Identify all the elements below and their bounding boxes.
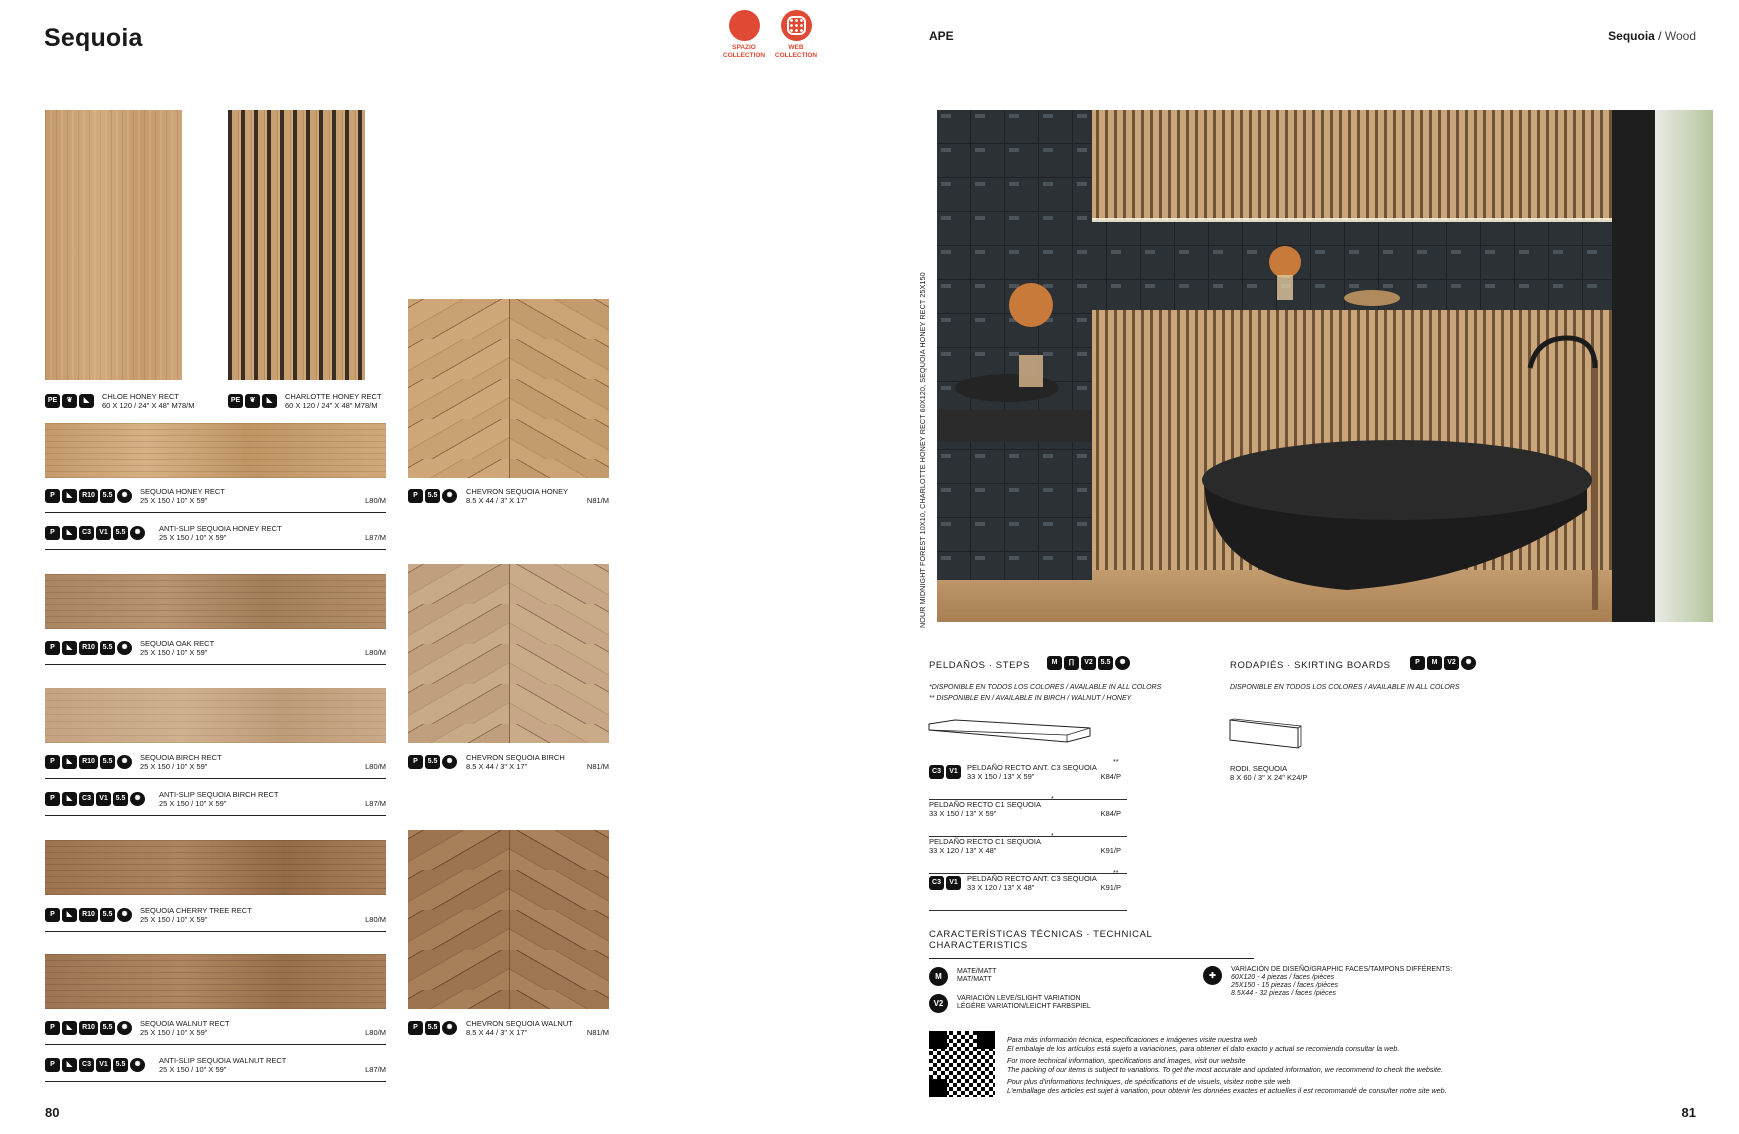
product-sequoia-birch — [45, 753, 386, 779]
product-size: 25 X 150 / 10" X 59" — [140, 915, 208, 924]
thickness-icon: 5.5 — [113, 792, 128, 806]
v1-icon: V1 — [96, 792, 111, 806]
product-name: SEQUOIA HONEY RECT — [140, 487, 225, 496]
product-name: CHARLOTTE HONEY RECT — [285, 392, 382, 401]
chloe-honey-tile-image — [45, 110, 182, 380]
step-item — [929, 796, 1127, 837]
step-name: PELDAÑO RECTO C1 SEQUOIA — [929, 837, 1041, 846]
edge-icon: ◣ — [62, 641, 77, 655]
footnote-mark: * — [1051, 833, 1054, 840]
tone-icon: ✺ — [130, 526, 145, 540]
sequoia-birch-tile-image — [45, 688, 386, 743]
product-size: 25 X 150 / 10" X 59" — [159, 1065, 227, 1074]
thickness-icon: 5.5 — [100, 908, 115, 922]
thickness-icon: 5.5 — [100, 641, 115, 655]
matt-description — [957, 968, 996, 984]
characteristics-title: CARACTERÍSTICAS TÉCNICAS · TECHNICAL CHARACTERISTICS — [929, 929, 1254, 959]
p-icon: P — [408, 1021, 423, 1035]
product-name: SEQUOIA CHERRY TREE RECT — [140, 906, 252, 915]
edge-icon: ◣ — [62, 1021, 77, 1035]
product-chevron-walnut — [408, 1019, 609, 1041]
product-name: CHEVRON SEQUOIA HONEY — [466, 487, 569, 496]
matt-icon: M — [929, 967, 948, 986]
edge-icon: ◣ — [62, 489, 77, 503]
step-item — [929, 833, 1127, 874]
product-size: 25 X 150 / 10" X 59" — [159, 533, 227, 542]
step-size: 33 X 150 / 13" X 59" — [967, 772, 1035, 781]
step-icon: ∏ — [1064, 656, 1079, 670]
skirting-note: DISPONIBLE EN TODOS LOS COLORES / AVAILABLE IN ALL COLORS — [1230, 684, 1460, 691]
product-size: 25 X 150 / 10" X 59" — [140, 1028, 208, 1037]
skirting-item — [1230, 764, 1307, 782]
edge-icon: ◣ — [262, 394, 277, 408]
r10-icon: R10 — [79, 641, 98, 655]
skirting-size: 8 X 60 / 3" X 24" K24/P — [1230, 773, 1308, 782]
sequoia-walnut-tile-image — [45, 954, 386, 1009]
page-number-right: 81 — [1681, 1105, 1696, 1120]
c3-icon: C3 — [79, 792, 94, 806]
product-code: L80/M — [365, 496, 386, 505]
product-code: L87/M — [365, 1065, 386, 1074]
spazio-collection-badge — [715, 10, 773, 60]
chevron-walnut-tile-image — [408, 830, 609, 1009]
thickness-icon: 5.5 — [425, 489, 440, 503]
tone-icon: ✺ — [442, 1021, 457, 1035]
v1-icon: V1 — [946, 876, 961, 890]
product-name: SEQUOIA BIRCH RECT — [140, 753, 222, 762]
edge-icon: ◣ — [62, 755, 77, 769]
thickness-icon: 5.5 — [1098, 656, 1113, 670]
thickness-icon: 5.5 — [425, 1021, 440, 1035]
step-code: K91/P — [1100, 883, 1121, 892]
matt-line: MATE/MATT — [957, 968, 997, 975]
c3-icon: C3 — [929, 876, 944, 890]
steps-note: ** DISPONIBLE EN / AVAILABLE IN BIRCH / WALNUT / HONEY — [929, 695, 1132, 702]
sequoia-cherry-tile-image — [45, 840, 386, 895]
p-icon: P — [45, 908, 60, 922]
p-icon: P — [408, 489, 423, 503]
step-item — [929, 870, 1127, 911]
step-code: K91/P — [1100, 846, 1121, 855]
step-code: K84/P — [1100, 809, 1121, 818]
product-sequoia-walnut — [45, 1019, 386, 1045]
edge-icon: ◣ — [62, 792, 77, 806]
page-number-left: 80 — [45, 1105, 60, 1120]
leaf-icon: ❦ — [62, 394, 77, 408]
matt-icon: M — [1047, 656, 1062, 670]
chevron-birch-tile-image — [408, 564, 609, 743]
step-profile-drawing — [927, 718, 1092, 748]
web-collection-badge — [767, 10, 825, 60]
product-chevron-birch — [408, 753, 609, 775]
thickness-icon: 5.5 — [425, 755, 440, 769]
product-code: L80/M — [365, 1028, 386, 1037]
qr-code[interactable] — [929, 1031, 995, 1097]
info-text-fr: L'emballage des articles est sujet à variation, pour obtenir les données exactes et actuelles il est recommandé de consulter notre site web. — [1007, 1086, 1447, 1095]
product-size: 8.5 X 44 / 3" X 17" — [466, 1028, 528, 1037]
pe-icon: PE — [228, 394, 243, 408]
edge-icon: ◣ — [62, 526, 77, 540]
p-icon: P — [45, 1058, 60, 1072]
p-icon: P — [1410, 656, 1425, 670]
tone-icon: ✺ — [442, 489, 457, 503]
r10-icon: R10 — [79, 489, 98, 503]
p-icon: P — [45, 489, 60, 503]
chevron-honey-tile-image — [408, 299, 609, 478]
product-charlotte — [228, 392, 408, 412]
step-name: PELDAÑO RECTO C1 SEQUOIA — [929, 800, 1041, 809]
tone-icon: ✺ — [117, 1021, 132, 1035]
step-name: PELDAÑO RECTO ANT. C3 SEQUOIA — [967, 874, 1097, 883]
thickness-icon: 5.5 — [100, 489, 115, 503]
product-name: CHEVRON SEQUOIA WALNUT — [466, 1019, 573, 1028]
product-antislip-walnut — [45, 1056, 386, 1082]
breadcrumb-separator: / — [1654, 29, 1665, 43]
web-grid-icon — [781, 10, 812, 41]
product-code: N81/M — [586, 762, 609, 771]
step-size: 33 X 120 / 13" X 48" — [967, 883, 1035, 892]
product-name: ANTI-SLIP SEQUOIA BIRCH RECT — [159, 790, 279, 799]
brand-name: APE — [929, 29, 954, 43]
product-code: L80/M — [365, 762, 386, 771]
thickness-icon: 5.5 — [100, 755, 115, 769]
badge-label: WEB — [788, 44, 804, 51]
product-antislip-birch — [45, 790, 386, 816]
variation-v2-icon: V2 — [929, 994, 948, 1013]
product-code: L87/M — [365, 799, 386, 808]
product-antislip-honey — [45, 524, 386, 550]
p-icon: P — [45, 1021, 60, 1035]
product-size: 25 X 150 / 10" X 59" — [140, 648, 208, 657]
skirting-icons — [1410, 656, 1476, 670]
v2-icon: V2 — [1444, 656, 1459, 670]
thickness-icon: 5.5 — [100, 1021, 115, 1035]
product-name: SEQUOIA WALNUT RECT — [140, 1019, 230, 1028]
breadcrumb-category: Wood — [1664, 29, 1696, 43]
steps-note: *DISPONIBLE EN TODOS LOS COLORES / AVAILABLE IN ALL COLORS — [929, 684, 1162, 691]
product-code: L80/M — [365, 915, 386, 924]
product-name: ANTI-SLIP SEQUOIA HONEY RECT — [159, 524, 282, 533]
v2-icon: V2 — [1081, 656, 1096, 670]
p-icon: P — [45, 792, 60, 806]
product-size: 8.5 X 44 / 3" X 17" — [466, 496, 528, 505]
product-sequoia-honey — [45, 487, 386, 513]
p-icon: P — [45, 526, 60, 540]
product-size: 8.5 X 44 / 3" X 17" — [466, 762, 528, 771]
tone-icon: ✺ — [1115, 656, 1130, 670]
leaf-icon: ❦ — [245, 394, 260, 408]
steps-icons — [1047, 656, 1130, 670]
footnote-mark: * — [1051, 796, 1054, 803]
product-size: 25 X 150 / 10" X 59" — [140, 496, 208, 505]
step-code: K84/P — [1100, 772, 1121, 781]
faces-line: 8.5X44 - 32 piezas / faces /pièces — [1231, 990, 1337, 997]
sequoia-honey-tile-image — [45, 423, 386, 478]
website-info — [1007, 1035, 1607, 1095]
r10-icon: R10 — [79, 1021, 98, 1035]
info-text-en: For more technical information, specifications and images, visit our website — [1007, 1056, 1246, 1065]
product-chevron-honey — [408, 487, 609, 509]
sequoia-oak-tile-image — [45, 574, 386, 629]
c3-icon: C3 — [79, 1058, 94, 1072]
faces-line: 60X120 - 4 piezas / faces /pièces — [1231, 974, 1335, 981]
step-size: 33 X 120 / 13" X 48" — [929, 846, 997, 855]
badge-label: COLLECTION — [774, 52, 818, 59]
pe-icon: PE — [45, 394, 60, 408]
product-name: SEQUOIA OAK RECT — [140, 639, 215, 648]
step-name: PELDAÑO RECTO ANT. C3 SEQUOIA — [967, 763, 1097, 772]
variation-description — [957, 995, 1091, 1011]
tone-icon: ✺ — [130, 792, 145, 806]
product-sequoia-cherry — [45, 906, 386, 932]
skirting-title: RODAPIÉS · SKIRTING BOARDS — [1230, 660, 1391, 671]
skirting-name: RODI. SEQUOIA — [1230, 764, 1288, 773]
faces-line: VARIACIÓN DE DISEÑO/GRAPHIC FACES/TAMPONS DIFFÉRENTS: — [1231, 966, 1453, 973]
r10-icon: R10 — [79, 755, 98, 769]
p-icon: P — [45, 641, 60, 655]
step-item — [929, 759, 1127, 800]
edge-icon: ◣ — [79, 394, 94, 408]
variation-line: VARIACIÓN LEVE/SLIGHT VARIATION — [957, 995, 1081, 1002]
tone-icon: ✺ — [117, 641, 132, 655]
product-sequoia-oak — [45, 639, 386, 665]
product-name: CHEVRON SEQUOIA BIRCH — [466, 753, 565, 762]
edge-icon: ◣ — [62, 908, 77, 922]
variation-line: LÉGÈRE VARIATION/LEICHT FARBSPIEL — [957, 1003, 1091, 1010]
photo-caption: NOUR MIDNIGHT FOREST 10X10, CHARLOTTE HONEY RECT 60X120, SEQUOIA HONEY RECT 25X150 — [918, 272, 927, 628]
bathroom-scene-illustration — [937, 110, 1713, 622]
bathroom-ambient-photo — [937, 110, 1713, 622]
graphic-faces-icon: ✚ — [1203, 966, 1222, 985]
product-name: ANTI-SLIP SEQUOIA WALNUT RECT — [159, 1056, 287, 1065]
steps-title: PELDAÑOS · STEPS — [929, 660, 1030, 671]
product-code: L87/M — [365, 533, 386, 542]
charlotte-honey-tile-image — [228, 110, 365, 380]
step-size: 33 X 150 / 13" X 59" — [929, 809, 997, 818]
page-title: Sequoia — [44, 24, 143, 52]
tone-icon: ✺ — [117, 489, 132, 503]
info-text-es: El embalaje de los artículos está sujeto a variaciones, para obtener el dato exacto y actual se recomienda consultar la web. — [1007, 1044, 1400, 1053]
faces-line: 25X150 - 15 piezas / faces /pièces — [1231, 982, 1339, 989]
edge-icon: ◣ — [62, 1058, 77, 1072]
spazio-disc-icon — [729, 10, 760, 41]
steps-notes — [929, 682, 1229, 704]
tone-icon: ✺ — [117, 908, 132, 922]
v1-icon: V1 — [946, 765, 961, 779]
product-size: 25 X 150 / 10" X 59" — [140, 762, 208, 771]
v1-icon: V1 — [96, 526, 111, 540]
tone-icon: ✺ — [130, 1058, 145, 1072]
thickness-icon: 5.5 — [113, 1058, 128, 1072]
product-size: 60 X 120 / 24" X 48" M78/M — [285, 401, 378, 410]
breadcrumb-collection: Sequoia — [1608, 29, 1655, 43]
info-text-es: Para más información técnica, especificaciones e imágenes visite nuestra web — [1007, 1035, 1258, 1044]
info-text-fr: Pour plus d'informations techniques, de spécifications et de visuels, visitez notre site web — [1007, 1077, 1291, 1086]
matt-line: MAT/MATT — [957, 976, 992, 983]
tone-icon: ✺ — [1461, 656, 1476, 670]
r10-icon: R10 — [79, 908, 98, 922]
badge-label: SPAZIO — [732, 44, 756, 51]
product-size: 60 X 120 / 24" X 48" M78/M — [102, 401, 195, 410]
c3-icon: C3 — [79, 526, 94, 540]
c3-icon: C3 — [929, 765, 944, 779]
product-code: N81/M — [586, 496, 609, 505]
skirting-profile-drawing — [1228, 718, 1303, 750]
tone-icon: ✺ — [442, 755, 457, 769]
footnote-mark: ** — [1113, 870, 1119, 877]
graphic-faces-description — [1231, 966, 1452, 998]
product-name: CHLOE HONEY RECT — [102, 392, 179, 401]
thickness-icon: 5.5 — [113, 526, 128, 540]
product-code: N81/M — [586, 1028, 609, 1037]
tone-icon: ✺ — [117, 755, 132, 769]
badge-label: COLLECTION — [722, 52, 766, 59]
p-icon: P — [408, 755, 423, 769]
info-text-en: The packing of our items is subject to variations. To get the most accurate and updated information, we recommend to check the website. — [1007, 1065, 1444, 1074]
product-code: L80/M — [365, 648, 386, 657]
p-icon: P — [45, 755, 60, 769]
v1-icon: V1 — [96, 1058, 111, 1072]
footnote-mark: ** — [1113, 759, 1119, 766]
breadcrumb — [1608, 29, 1696, 43]
product-size: 25 X 150 / 10" X 59" — [159, 799, 227, 808]
product-chloe — [45, 392, 225, 412]
matt-icon: M — [1427, 656, 1442, 670]
